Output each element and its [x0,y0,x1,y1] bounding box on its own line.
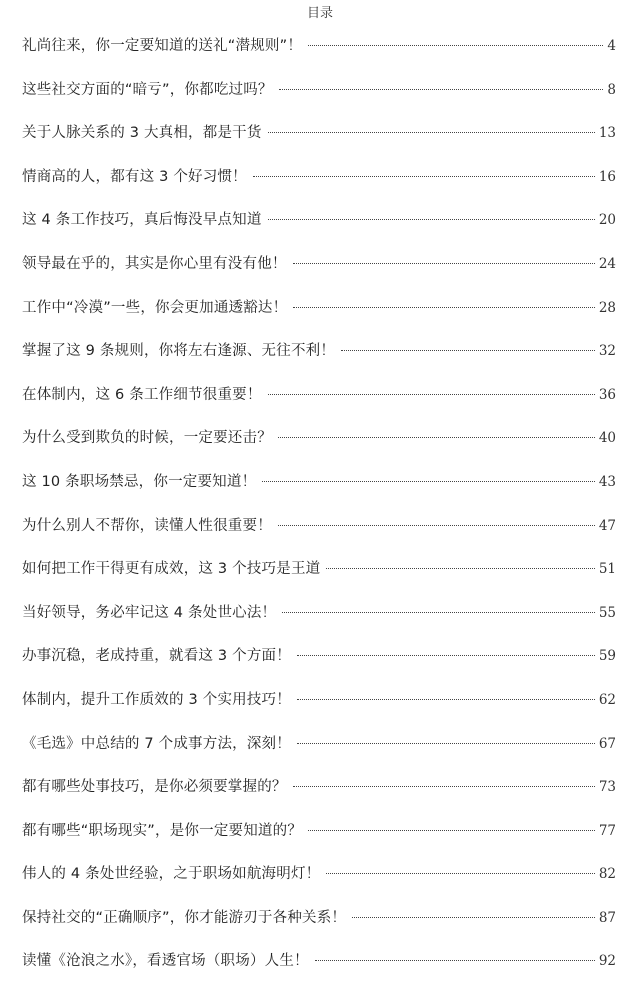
toc-entry[interactable] [22,123,616,167]
toc-entry-title: 伟人的 4 条处世经验，之于职场如航海明灯！ [22,866,321,883]
toc-entry-page-number: 92 [598,953,616,970]
toc-entry-page-number: 59 [598,648,616,665]
toc-entry-page-number: 73 [598,779,616,796]
toc-entry[interactable] [22,864,616,908]
dot-leader [308,45,603,46]
toc-entry-title: 为什么受到欺负的时候，一定要还击？ [22,430,272,447]
dot-leader [293,263,595,264]
toc-entry[interactable] [22,167,616,211]
toc-title: 目录 [306,6,333,21]
toc-entry-page-number: 55 [598,604,616,621]
toc-entry-page-number: 82 [598,866,616,883]
toc-entry[interactable] [22,646,616,690]
toc-entry[interactable] [22,908,616,952]
toc-entry-page-number: 20 [598,212,616,229]
dot-leader [315,960,595,961]
toc-entry-page-number: 4 [607,38,616,54]
toc-entry-page-number: 36 [598,386,616,403]
toc-entry-page-number: 32 [598,343,616,360]
toc-entry-page-number: 16 [598,168,616,185]
dot-leader [282,612,595,613]
dot-leader [297,699,595,700]
toc-entry-page-number: 67 [598,735,616,752]
dot-leader [308,830,595,831]
dot-leader [326,568,594,569]
toc-entry-title: 这些社交方面的“暗亏”，你都吃过吗？ [22,81,273,98]
toc-entry-page-number: 62 [598,691,616,708]
toc-entry-title: 掌握了这 9 条规则，你将左右逢源、无往不利！ [22,343,336,360]
toc-entry-title: 为什么别人不帮你，读懂人性很重要！ [22,517,272,534]
toc-entry-title: 都有哪些“职场现实”，是你一定要知道的？ [22,822,303,839]
toc-entry-page-number: 8 [607,81,616,98]
dot-leader [341,350,595,351]
toc-entry-title: 读懂《沧浪之水》，看透官场（职场）人生！ [22,953,309,970]
dot-leader [278,525,595,526]
toc-entry[interactable] [22,603,616,647]
toc-entry[interactable] [22,428,616,472]
dot-leader [279,89,604,90]
toc-entry[interactable] [22,341,616,385]
dot-leader [278,437,595,438]
toc-entry-title: 当好领导，务必牢记这 4 条处世心法！ [22,604,277,621]
dot-leader [326,873,594,874]
toc-entry-page-number: 40 [598,430,616,447]
toc-entry[interactable] [22,298,616,342]
toc-entry-page-number: 43 [598,473,616,490]
dot-leader [268,219,595,220]
dot-leader [293,307,594,308]
toc-entry[interactable] [22,690,616,734]
toc-entry-page-number: 28 [598,299,616,316]
dot-leader [268,132,595,133]
toc-entry-title: 如何把工作干得更有成效，这 3 个技巧是王道 [22,561,321,578]
toc-entry[interactable] [22,254,616,298]
toc-entry-title: 礼尚往来，你一定要知道的送礼“潜规则”！ [22,38,303,54]
toc-entry-title: 这 4 条工作技巧，真后悔没早点知道 [22,212,262,229]
toc-entry-page-number: 77 [598,822,616,839]
dot-leader [297,743,595,744]
toc-entry[interactable] [22,559,616,603]
toc-entry-page-number: 47 [598,517,616,534]
dot-leader [253,176,595,177]
toc-entry-title: 领导最在乎的，其实是你心里有没有他！ [22,255,287,272]
toc-entry-title: 保持社交的“正确顺序”，你才能游刃于各种关系！ [22,909,347,926]
toc-entry-title: 《毛选》中总结的 7 个成事方法，深刻！ [22,735,291,752]
toc-entry[interactable] [22,777,616,821]
toc-entry-title: 关于人脉关系的 3 大真相，都是干货 [22,125,262,142]
toc-entry-title: 办事沉稳，老成持重，就看这 3 个方面！ [22,648,291,665]
toc-entry-page-number: 51 [598,561,616,578]
toc-entry[interactable] [22,734,616,778]
toc-entry-title: 这 10 条职场禁忌，你一定要知道！ [22,473,257,490]
toc-list [22,36,616,995]
toc-entry-page-number: 87 [598,909,616,926]
toc-entry-page-number: 24 [598,255,616,272]
toc-entry[interactable] [22,516,616,560]
toc-entry[interactable] [22,210,616,254]
dot-leader [268,394,595,395]
toc-entry[interactable] [22,951,616,995]
toc-entry-title: 情商高的人，都有这 3 个好习惯！ [22,168,247,185]
toc-entry[interactable] [22,36,616,80]
toc-entry-title: 在体制内，这 6 条工作细节很重要！ [22,386,262,403]
dot-leader [352,917,595,918]
toc-entry-title: 都有哪些处事技巧，是你必须要掌握的？ [22,779,287,796]
toc-entry-title: 体制内，提升工作质效的 3 个实用技巧！ [22,691,291,708]
toc-entry-title: 工作中“冷漠”一些，你会更加通透豁达！ [22,299,288,316]
toc-entry[interactable] [22,821,616,865]
toc-entry[interactable] [22,80,616,124]
dot-leader [297,655,595,656]
toc-entry[interactable] [22,472,616,516]
toc-entry-page-number: 13 [598,125,616,142]
dot-leader [262,481,595,482]
toc-entry[interactable] [22,385,616,429]
dot-leader [293,786,595,787]
